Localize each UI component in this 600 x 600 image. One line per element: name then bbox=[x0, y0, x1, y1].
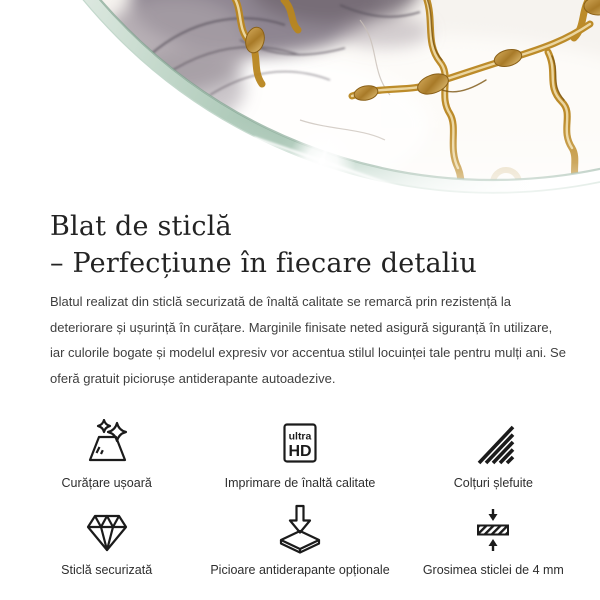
feature-label: Grosimea sticlei de 4 mm bbox=[422, 563, 564, 577]
feature-glass-thickness bbox=[397, 504, 590, 577]
feature-easy-cleaning bbox=[10, 417, 203, 490]
page-title bbox=[50, 208, 570, 282]
product-photo bbox=[0, 0, 600, 230]
feature-label: Colțuri șlefuite bbox=[453, 476, 533, 490]
feature-label: Sticlă securizată bbox=[61, 563, 153, 577]
feature-polished-corners bbox=[397, 417, 590, 490]
feature-tempered-glass bbox=[10, 504, 203, 577]
glass-thickness-icon bbox=[469, 504, 517, 554]
ultra-hd-print-icon bbox=[276, 417, 324, 467]
title-line-2: – Perfecțiune în fiecare detaliu bbox=[50, 248, 478, 279]
feature-label: Picioare antiderapante opționale bbox=[210, 563, 390, 577]
easy-cleaning-icon bbox=[83, 417, 131, 467]
product-description-section bbox=[0, 208, 600, 391]
feature-label: Curățare ușoară bbox=[61, 476, 152, 490]
description-paragraph: Blatul realizat din sticlă securizată de înaltă calitate se remarcă prin rezistență la deteriorare și ușurință în curățare. Marginile finisate neted asigură siguranță în utilizare, iar culorile bogate și modelul expresiv vor accentua stilul locuinței tale pentru mulți ani. Se oferă gratuit piciorușe antiderapante autoadezive. bbox=[50, 294, 566, 386]
svg-text:HD: HD bbox=[288, 443, 312, 460]
tempered-glass-icon bbox=[83, 504, 131, 554]
polished-corners-icon bbox=[469, 417, 517, 467]
feature-ultra-hd-print bbox=[203, 417, 396, 490]
anti-slip-feet-icon bbox=[276, 504, 324, 554]
title-line-1: Blat de sticlă bbox=[50, 211, 232, 242]
feature-label: Imprimare de înaltă calitate bbox=[224, 476, 376, 490]
svg-text:ultra: ultra bbox=[288, 430, 312, 443]
feature-grid bbox=[10, 417, 590, 577]
feature-anti-slip-feet bbox=[203, 504, 396, 577]
